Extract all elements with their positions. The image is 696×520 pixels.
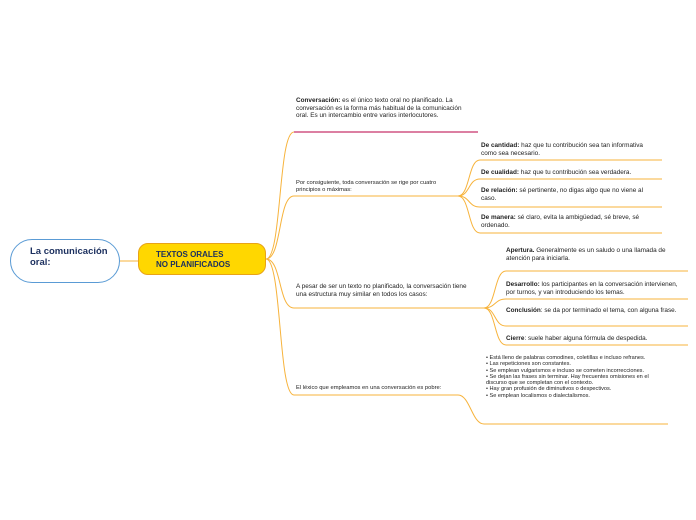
estructura-cierre[interactable] — [506, 335, 684, 343]
estructura-conclusion[interactable] — [506, 307, 684, 315]
lexico-bullet: • Está lleno de palabras comodines, coletillas e incluso refranes. — [486, 355, 646, 361]
maxima-cualidad[interactable] — [481, 169, 657, 177]
root-topic-label: La comunicación oral: — [30, 246, 108, 268]
branch-maximas[interactable] — [296, 180, 456, 194]
estructura-conclusion-text: : se da por terminado el tema, con alguna frase. — [540, 307, 677, 314]
estructura-cierre-text: : suele haber alguna fórmula de despedida. — [524, 335, 648, 342]
estructura-apertura-text: Generalmente es un saludo o una llamada de atención para iniciarla. — [506, 247, 666, 262]
maxima-manera-term: De manera: — [481, 214, 516, 221]
maxima-cantidad-text: haz que tu contribución sea tan informativa como sea necesario. — [481, 142, 643, 157]
branch-lexico[interactable] — [296, 385, 458, 393]
maxima-cantidad[interactable] — [481, 142, 657, 157]
estructura-desarrollo[interactable] — [506, 281, 684, 296]
branch-estructura-text: A pesar de ser un texto no planificado, la conversación tiene una estructura muy similar en todos los casos: — [296, 283, 467, 298]
estructura-desarrollo-term: Desarrollo: — [506, 281, 540, 288]
branch-estructura[interactable] — [296, 283, 472, 298]
lexico-bullet: • Se emplean localismos o dialectalismos. — [486, 392, 590, 399]
lexico-bullet: • Las repeticiones son constantes. — [486, 361, 571, 368]
main-topic-line2: NO PLANIFICADOS — [156, 260, 231, 269]
estructura-desarrollo-text: los participantes en la conversación intervienen, por turnos, y van introduciendo los temas. — [506, 281, 678, 296]
maxima-manera-text: sé claro, evita la ambigüedad, sé breve, sé ordenado. — [481, 214, 640, 229]
estructura-apertura-term: Apertura. — [506, 247, 535, 254]
branch-conversacion-text: es el único texto oral no planificado. La conversación es la forma más habitual de la comunicación oral. Es un intercambio entre varios interlocutores. — [296, 97, 462, 120]
lexico-bullet: • Hay gran profusión de diminutivos o despectivos. — [486, 386, 612, 393]
estructura-apertura[interactable] — [506, 247, 684, 262]
maxima-manera[interactable] — [481, 214, 657, 229]
lexico-bullet: • Se dejan las frases sin terminar. Hay frecuentes omisiones en el discurso que se completan con el contexto. — [486, 373, 649, 387]
main-topic[interactable] — [138, 243, 266, 275]
estructura-cierre-term: Cierre — [506, 335, 525, 342]
branch-maximas-text: Por consiguiente, toda conversación se rige por cuatro principios o máximas: — [296, 180, 437, 193]
lexico-bullet: • Se emplean vulgarismos e incluso se cometen incorrecciones. — [486, 367, 645, 374]
maxima-relacion-term: De relación: — [481, 187, 518, 194]
maxima-relacion-text: sé pertinente, no digas algo que no viene al caso. — [481, 187, 644, 202]
maxima-cualidad-term: De cualidad: — [481, 169, 519, 176]
lexico-list[interactable] — [486, 355, 656, 399]
maxima-cantidad-term: De cantidad: — [481, 142, 520, 149]
estructura-conclusion-term: Conclusión — [506, 307, 541, 314]
branch-conversacion-term: Conversación: — [296, 97, 341, 104]
branch-lexico-text: El léxico que empleamos en una conversación es pobre: — [296, 385, 442, 391]
main-topic-line1: TEXTOS ORALES — [156, 250, 224, 259]
branch-conversacion[interactable] — [296, 97, 462, 120]
root-topic[interactable] — [10, 239, 120, 283]
maxima-cualidad-text: haz que tu contribución sea verdadera. — [519, 169, 632, 176]
maxima-relacion[interactable] — [481, 187, 657, 202]
